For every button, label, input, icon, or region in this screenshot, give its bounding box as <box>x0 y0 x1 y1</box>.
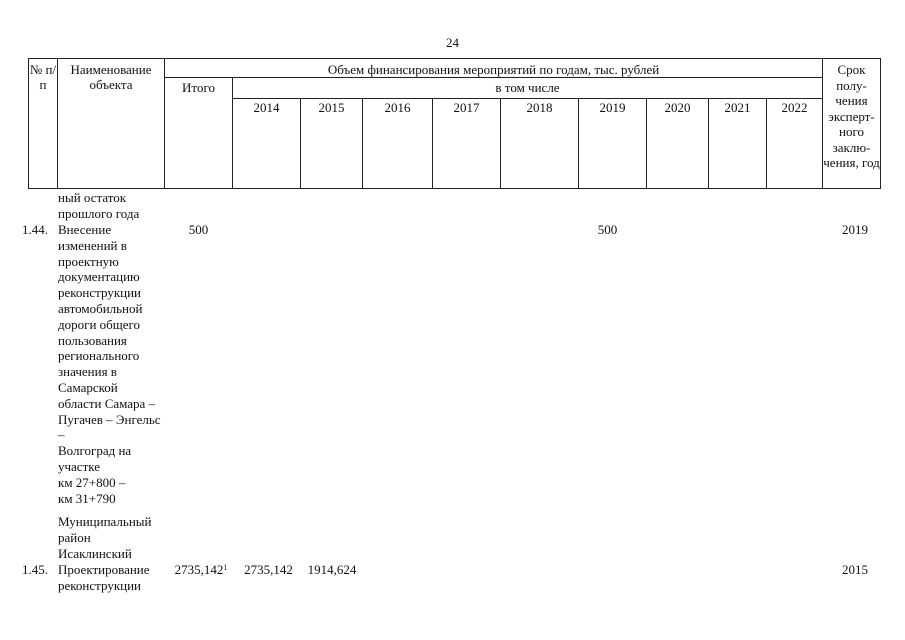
row-1-44-name-line: регионального <box>58 348 140 364</box>
row-1-44-num: 1.44. <box>22 222 48 237</box>
header-year-2017: 2017 <box>453 100 480 115</box>
row-1-45-deadline: 2015 <box>842 562 868 577</box>
row-1-44-name-line: документацию <box>58 269 140 285</box>
header-year-2016: 2016 <box>384 100 411 115</box>
row-1-45-name: Проектирование реконструкции <box>58 562 150 593</box>
row-1-44-name-line: реконструкции <box>58 285 142 301</box>
row-1-44-2019: 500 <box>597 222 618 237</box>
row-1-44-name-line: км 27+800 – <box>58 474 126 490</box>
header-year-2018: 2018 <box>526 100 553 115</box>
row-1-45-total: 2735,142$^1$ <box>174 562 228 577</box>
header-year-2019: 2019 <box>599 100 626 115</box>
header-year-2022: 2022 <box>781 100 808 115</box>
row-1-44-name-line: значения в <box>58 364 117 380</box>
header-year-2021: 2021 <box>724 100 751 115</box>
row-1-44-name-line: Пугачев – Энгельс – <box>58 411 161 443</box>
row-1-45-num: 1.45. <box>22 562 48 577</box>
row-1-44-name-line: Волгоград на <box>58 443 132 459</box>
header-year-2020: 2020 <box>664 100 691 115</box>
header-including: в том числе <box>495 80 560 95</box>
row-1-45-2014: 2735,142 <box>244 562 293 577</box>
row-1-44-name-line: участке <box>58 458 101 474</box>
header-year-2015: 2015 <box>318 100 345 115</box>
row-1-44-total: 500 <box>188 222 209 237</box>
row-1-44-deadline: 2019 <box>842 222 868 237</box>
row-1-44-name-line: пользования <box>58 332 127 348</box>
row-continuation-name: ный остаток прошлого года <box>58 190 140 221</box>
header-year-2014: 2014 <box>253 100 280 115</box>
row-1-44-name-line: изменений в <box>58 237 127 253</box>
row-1-44-name-line: проектную <box>58 253 119 269</box>
page-number: 24 <box>446 35 459 50</box>
header-deadline: Срок полу-чения эксперт-ного заклю-чения, год <box>823 62 880 170</box>
row-1-44-name-line: км 31+790 <box>58 490 116 506</box>
row-1-45-2015: 1914,624 <box>307 562 357 577</box>
row-1-44-name-line: области Самара – <box>58 395 156 411</box>
header-volume: Объем финансирования мероприятий по годам, тыс. рублей <box>327 62 660 77</box>
header-name: Наименование объекта <box>70 62 152 92</box>
header-total: Итого <box>182 80 215 95</box>
row-1-44-name <box>58 222 168 506</box>
row-1-44-name-line: дороги общего <box>58 316 141 332</box>
row-1-44-name-line: Внесение <box>58 222 112 237</box>
row-1-44-name-line: Самарской <box>58 379 118 395</box>
row-1-44-name-line: автомобильной <box>58 300 143 316</box>
district-name: Муниципальный район Исаклинский <box>58 514 152 561</box>
header-num: № п/п <box>29 62 57 92</box>
